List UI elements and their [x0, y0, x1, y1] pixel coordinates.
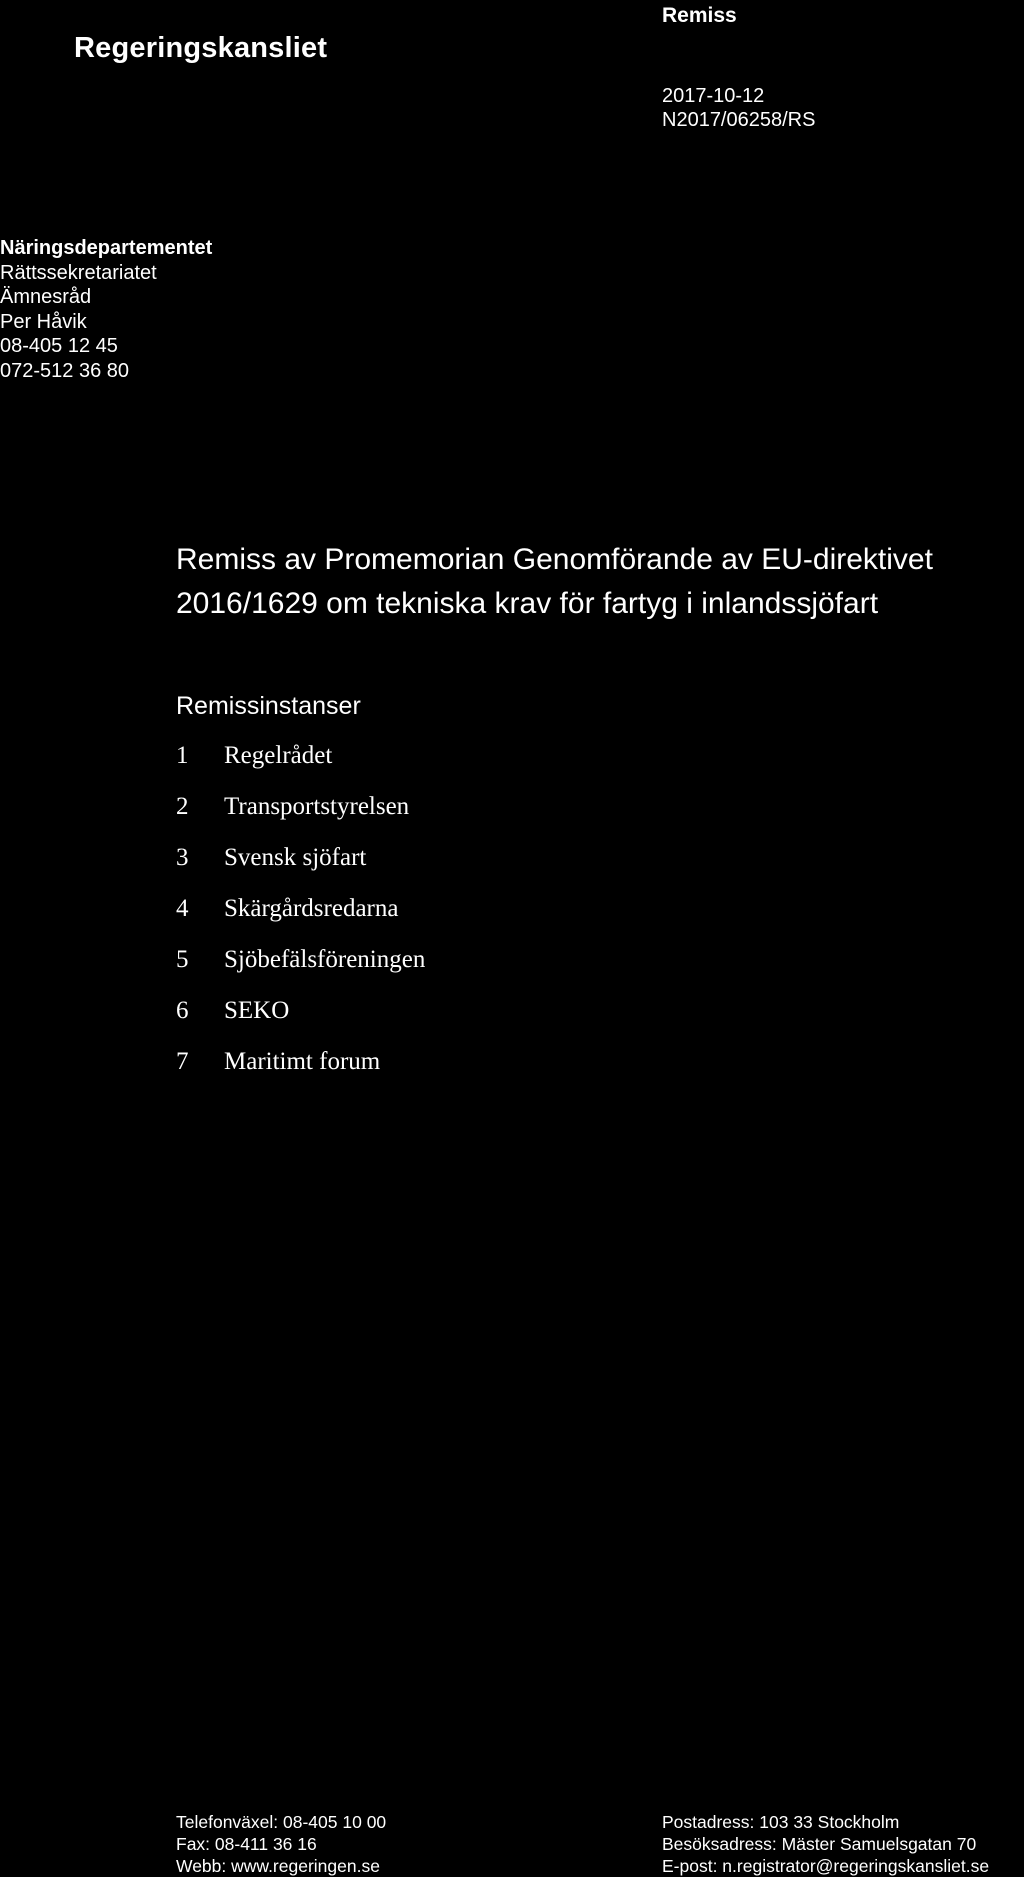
list-item-name: Transportstyrelsen: [224, 793, 410, 820]
sender-phone-1: 08-405 12 45: [0, 335, 118, 357]
document-date: 2017-10-12: [662, 85, 765, 107]
list-item-number: 1: [176, 742, 189, 769]
document-type: Remiss: [662, 4, 737, 27]
list-item-number: 7: [176, 1048, 189, 1075]
list-item: [176, 891, 425, 942]
list-item-number: 2: [176, 793, 189, 820]
organization-logo: Regeringskansliet: [74, 32, 328, 64]
list-item-name: Maritimt forum: [224, 1048, 381, 1075]
list-item: [176, 840, 425, 891]
list-item-name: Sjöbefälsföreningen: [224, 946, 426, 973]
recipients-list: [176, 738, 425, 1095]
footer-address: [662, 1811, 989, 1877]
sender-role: Ämnesråd: [0, 286, 92, 308]
footer-web-link[interactable]: Webb: www.regeringen.se: [176, 1856, 380, 1876]
sender-name: Per Håvik: [0, 310, 87, 333]
title-line-2: 2016/1629 om tekniska krav för fartyg i inlandssjöfart: [176, 587, 879, 620]
title-line-1: Remiss av Promemorian Genomförande av EU-direktivet: [176, 543, 933, 576]
document-meta: [662, 84, 815, 132]
footer-visiting-address: Besöksadress: Mäster Samuelsgatan 70: [662, 1834, 977, 1854]
list-item-name: Skärgårdsredarna: [224, 895, 399, 922]
list-item: [176, 942, 425, 993]
footer-email-link[interactable]: E-post: n.registrator@regeringskansliet.se: [662, 1856, 990, 1876]
footer-postal-address: Postadress: 103 33 Stockholm: [662, 1812, 900, 1832]
list-item-number: 6: [176, 997, 189, 1024]
list-item-name: SEKO: [224, 997, 290, 1024]
footer-fax: Fax: 08-411 36 16: [176, 1834, 317, 1854]
document-title: [176, 538, 996, 626]
sender-phone-2: 072-512 36 80: [0, 359, 130, 382]
list-item-number: 5: [176, 946, 189, 973]
sender-unit: Rättssekretariatet: [0, 261, 157, 284]
sender-block: [0, 236, 212, 383]
list-item: [176, 738, 425, 789]
list-item: [176, 1044, 425, 1095]
footer-contact: [176, 1811, 386, 1877]
list-item-name: Svensk sjöfart: [224, 844, 367, 871]
list-item-number: 4: [176, 895, 189, 922]
list-item-number: 3: [176, 844, 189, 871]
recipients-heading: Remissinstanser: [176, 692, 361, 720]
list-item: [176, 993, 425, 1044]
footer-switchboard: Telefonväxel: 08-405 10 00: [176, 1812, 387, 1832]
sender-department: Näringsdepartementet: [0, 237, 213, 259]
list-item-name: Regelrådet: [224, 742, 333, 769]
document-reference: N2017/06258/RS: [662, 109, 816, 131]
list-item: [176, 789, 425, 840]
